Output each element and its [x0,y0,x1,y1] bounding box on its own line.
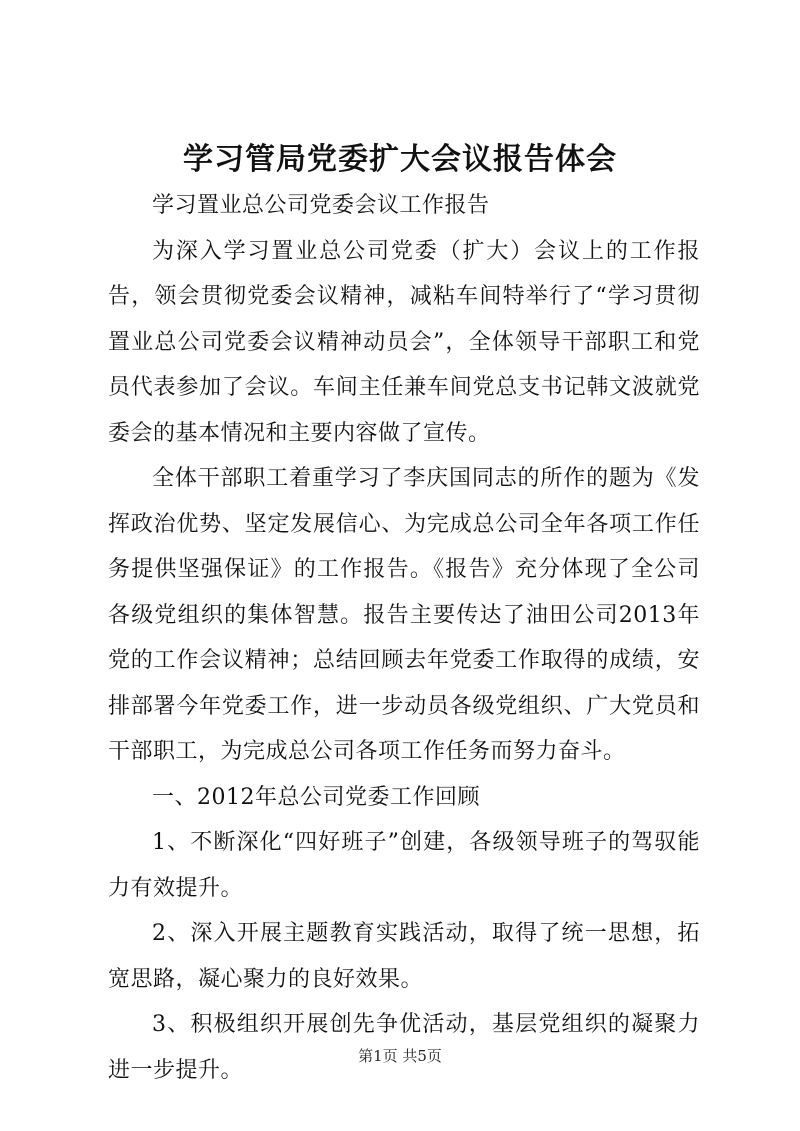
paragraph-item-1: 1、不断深化“四好班子”创建，各级领导班子的驾驭能力有效提升。 [108,830,700,901]
paragraph-section-heading: 一、2012年总公司党委工作回顾 [152,784,480,810]
paragraph-report-summary: 全体干部职工着重学习了李庆国同志的所作的题为《发挥政治优势、坚定发展信心、为完成总公司全年各项工作任务提供坚强保证》的工作报告。《报告》充分体现了全公司各级党组织的集体智慧。报告主要传达了油田公司2013年党的工作会议精神；总结回顾去年党委工作取得的成绩，安排部署今年党委工作，进一步动员各级党组织、广大党员和干部职工，为完成总公司各项工作任务而努力奋斗。 [108,466,700,764]
paragraph-item-2: 2、深入开展主题教育实践活动，取得了统一思想，拓宽思路，凝心聚力的良好效果。 [108,921,700,992]
paragraph-item-3: 3、积极组织开展创先争优活动，基层党组织的凝聚力进一步提升。 [108,1012,700,1083]
paragraph-intro: 为深入学习置业总公司党委（扩大）会议上的工作报告，领会贯彻党委会议精神，减粘车间特举行了“学习贯彻置业总公司党委会议精神动员会”，全体领导干部职工和党员代表参加了会议。车间主任兼车间党总支书记韩文波就党委会的基本情况和主要内容做了宣传。 [108,238,700,446]
document-body [108,183,700,1093]
paragraph-subtitle: 学习置业总公司党委会议工作报告 [152,193,490,218]
document-title: 学习管局党委扩大会议报告体会 [183,142,617,177]
page-number-footer: 第1页 共5页 [358,1047,442,1065]
